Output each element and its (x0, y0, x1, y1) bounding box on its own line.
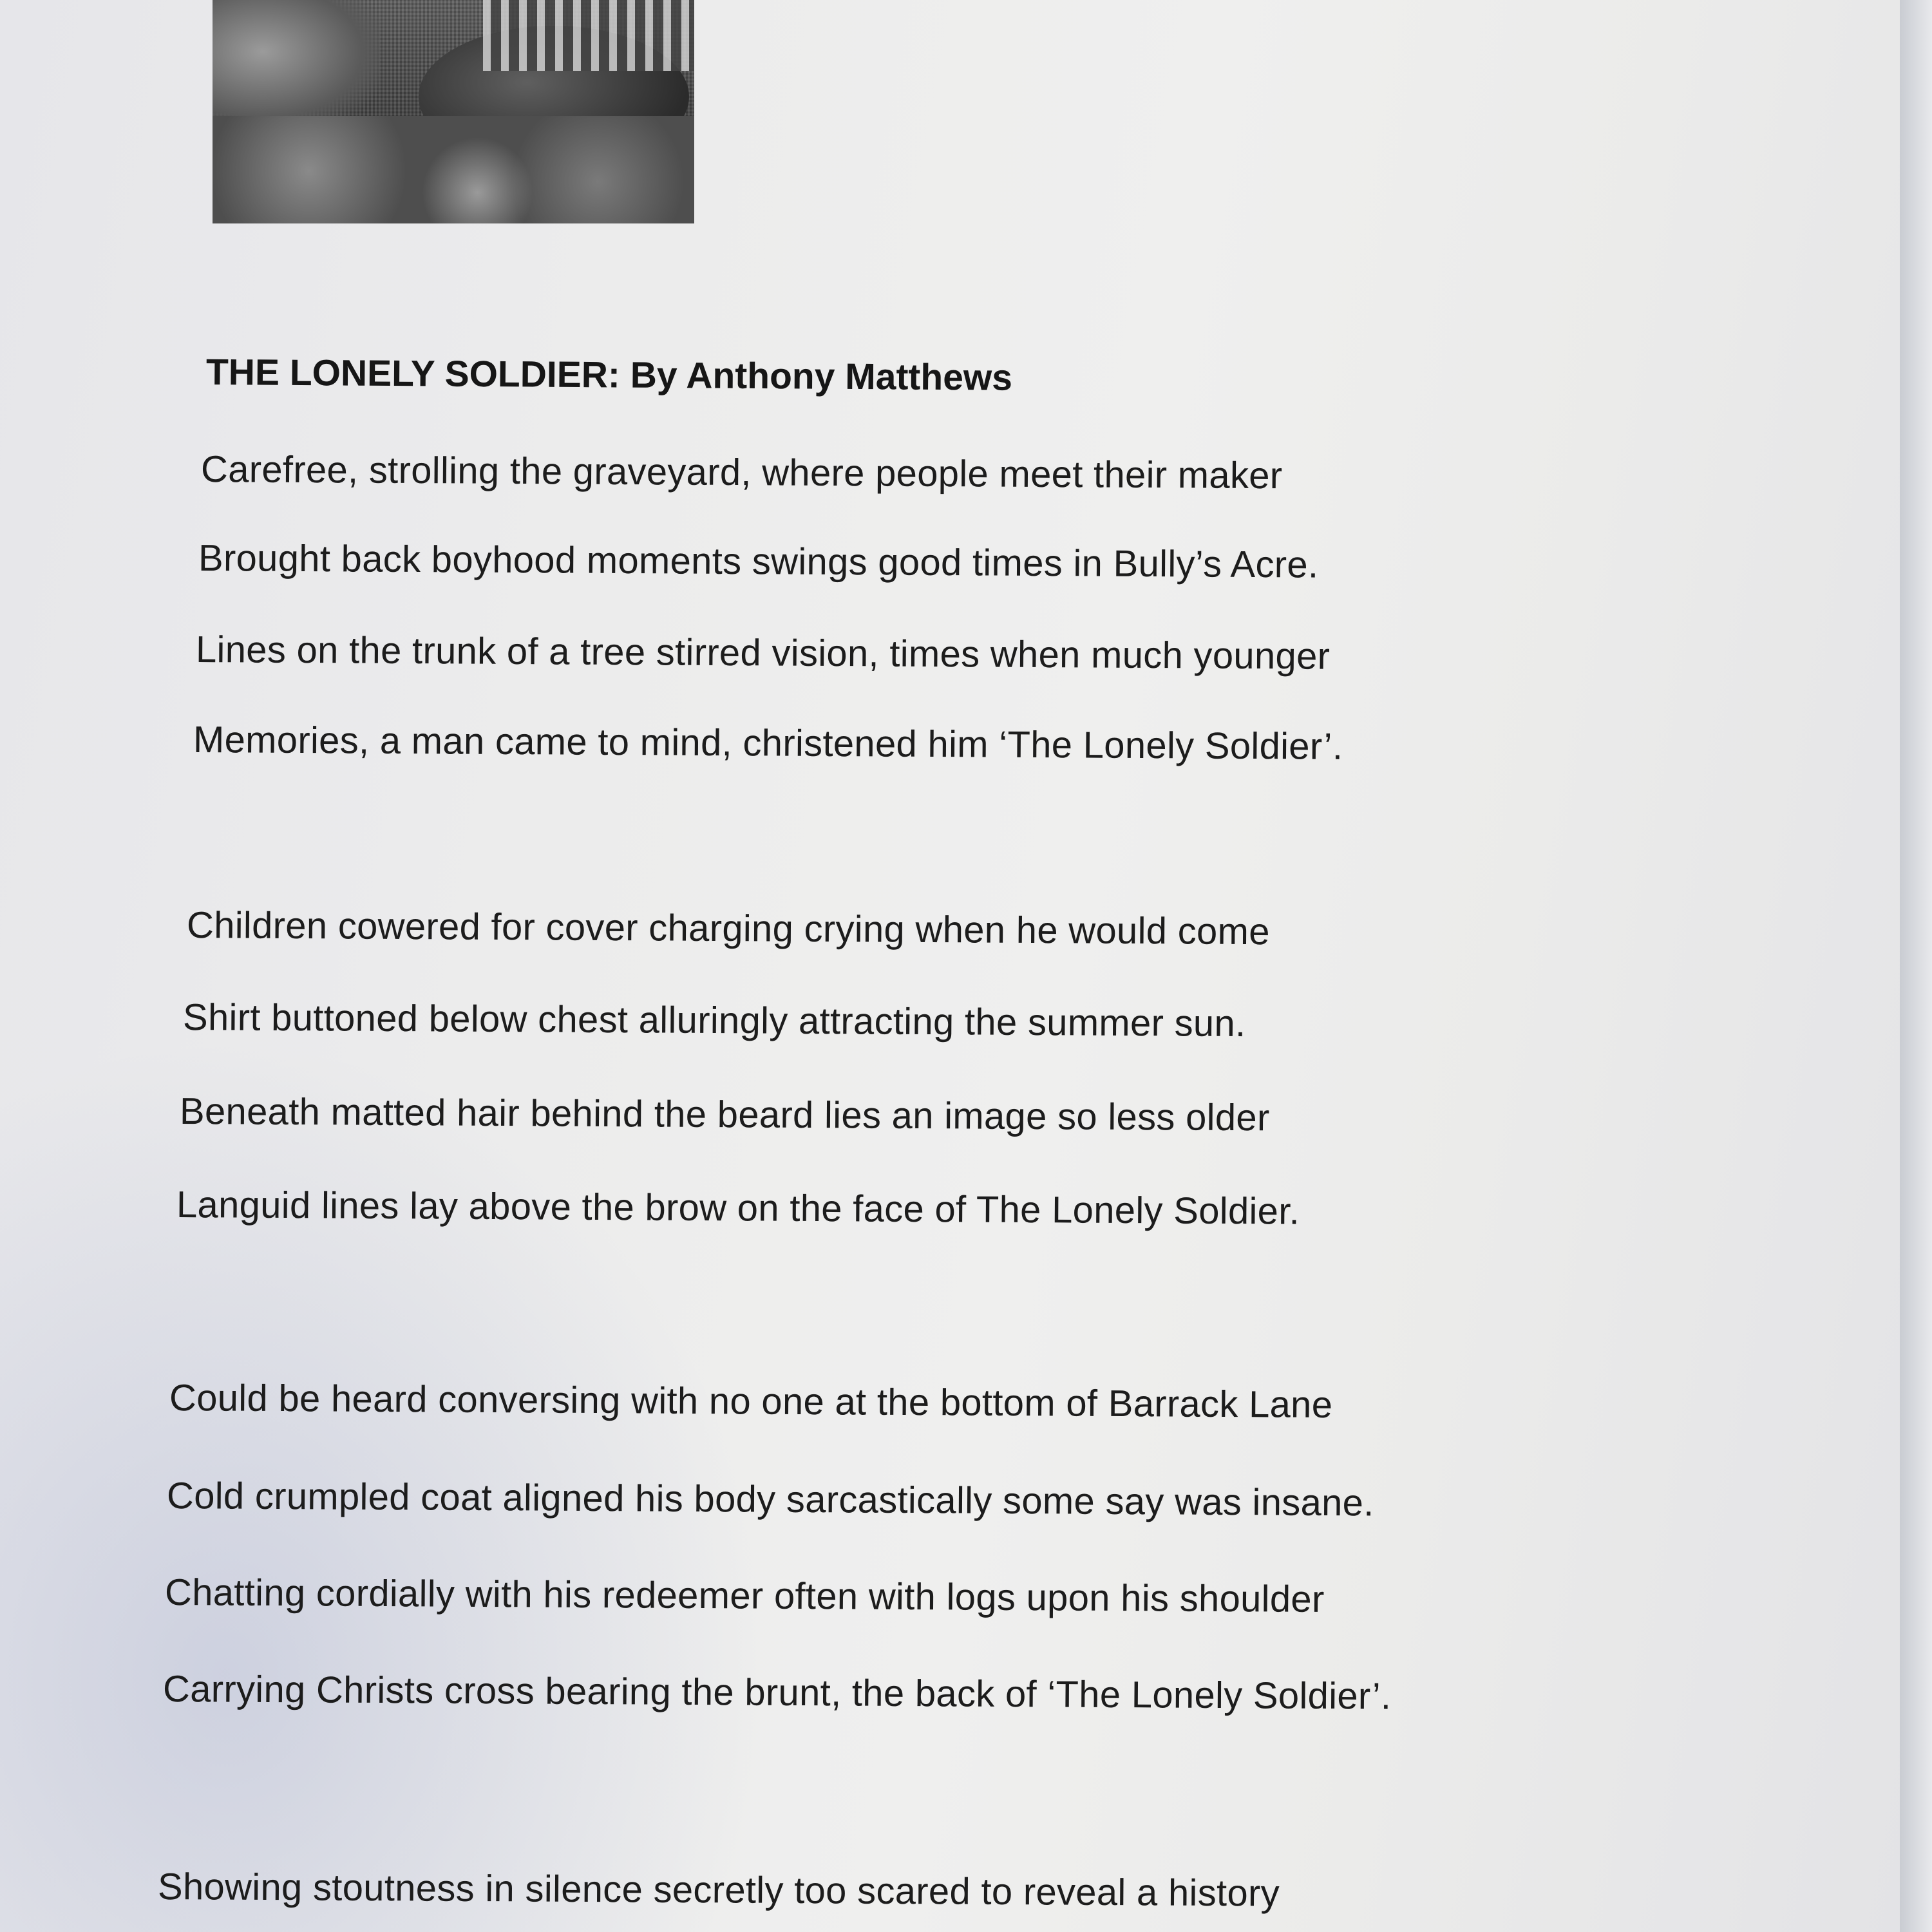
poem-line: Cold crumpled coat aligned his body sarcastically some say was insane. (166, 1475, 1374, 1524)
poem-line: Carefree, strolling the graveyard, where people meet their maker (200, 448, 1283, 497)
poem-line: Languid lines lay above the brow on the face of The Lonely Soldier. (176, 1184, 1300, 1233)
page-edge (1900, 0, 1932, 1932)
poem-title: THE LONELY SOLDIER: By Anthony Matthews (205, 352, 1013, 399)
poem-line: Shirt buttoned below chest alluringly attracting the summer sun. (182, 996, 1246, 1045)
photo-region (213, 0, 380, 129)
soldier-photo (213, 0, 694, 223)
poem-line: Carrying Christs cross bearing the brunt, the back of ‘The Lonely Soldier’. (162, 1668, 1392, 1718)
photo-region (213, 116, 694, 223)
poem-line: Could be heard conversing with no one at the bottom of Barrack Lane (169, 1377, 1333, 1426)
poem-line: Lines on the trunk of a tree stirred vision, times when much younger (195, 629, 1331, 677)
poem-line: Showing stoutness in silence secretly too scared to reveal a history (157, 1866, 1280, 1915)
poem-line: Beneath matted hair behind the beard lies an image so less older (179, 1090, 1270, 1139)
poem-line: Memories, a man came to mind, christened him ‘The Lonely Soldier’. (193, 719, 1343, 768)
photo-region (483, 0, 694, 71)
poem-line: Brought back boyhood moments swings good times in Bully’s Acre. (198, 537, 1319, 586)
poem-line: Chatting cordially with his redeemer often with logs upon his shoulder (164, 1571, 1325, 1620)
poem-line: Children cowered for cover charging crying when he would come (186, 904, 1270, 953)
